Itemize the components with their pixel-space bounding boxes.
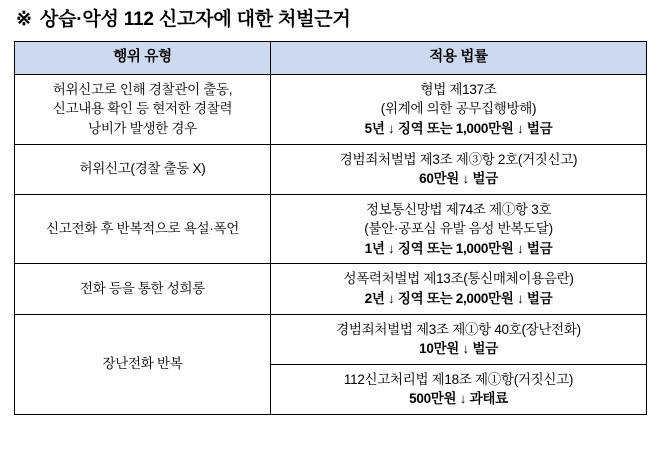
- page-title: [16, 10, 646, 31]
- table-header-row: [15, 41, 647, 74]
- cell-applicable-law: [271, 194, 647, 264]
- law-line: 경범죄처벌법 제3조 제③항 2호(거짓신고): [339, 151, 578, 167]
- cell-act-type: [15, 314, 271, 414]
- law-line: 성폭력처벌법 제13조(통신매체이용음란): [343, 271, 574, 287]
- cell-act-type: [15, 144, 271, 194]
- law-line: (불안·공포심 유발 음성 반복도달): [364, 221, 553, 237]
- cell-act-type: [15, 264, 271, 314]
- cell-act-type: [15, 194, 271, 264]
- law-line: 경범죄처벌법 제3조 제①항 40호(장난전화): [336, 321, 581, 337]
- penalty-line: 10만원 ↓ 벌금: [419, 341, 498, 357]
- table-body: [15, 74, 647, 414]
- penalty-line: 2년 ↓ 징역 또는 2,000만원 ↓ 벌금: [364, 290, 553, 306]
- act-line: 허위신고로 인해 경찰관이 출동,: [52, 81, 233, 97]
- column-header-applicable-law: 적용 법률: [271, 41, 647, 74]
- act-line: 장난전화 반복: [102, 356, 183, 372]
- table-row: [15, 194, 647, 264]
- table-row: [15, 264, 647, 314]
- table-row: [15, 74, 647, 144]
- page-title-text: 상습·악성 112 신고자에 대한 처벌근거: [39, 9, 351, 30]
- title-bullet-mark: ※: [16, 9, 32, 30]
- act-line: 신고전화 후 반복적으로 욕설·폭언: [46, 221, 239, 237]
- column-header-act-type: 행위 유형: [15, 41, 271, 74]
- act-line: 전화 등을 통한 성희롱: [79, 281, 206, 297]
- cell-applicable-law: [271, 364, 647, 414]
- cell-applicable-law: [271, 264, 647, 314]
- penalty-line: 60만원 ↓ 벌금: [419, 171, 498, 187]
- table-row: [15, 314, 647, 364]
- table-header: [15, 41, 647, 74]
- act-line: 허위신고(경찰 출동 X): [79, 161, 206, 177]
- table-row: [15, 144, 647, 194]
- cell-applicable-law: [271, 314, 647, 364]
- law-line: 112신고처리법 제18조 제①항(거짓신고): [343, 371, 574, 387]
- law-line: (위계에 의한 공무집행방해): [380, 101, 537, 117]
- penalty-line: 500만원 ↓ 과태료: [409, 391, 508, 407]
- cell-applicable-law: [271, 74, 647, 144]
- cell-applicable-law: [271, 144, 647, 194]
- penalty-line: 1년 ↓ 징역 또는 1,000만원 ↓ 벌금: [364, 240, 553, 256]
- law-line: 형법 제137조: [420, 81, 497, 97]
- law-line: 정보통신망법 제74조 제①항 3호: [365, 201, 552, 217]
- penalty-line: 5년 ↓ 징역 또는 1,000만원 ↓ 벌금: [364, 121, 553, 137]
- cell-act-type: [15, 74, 271, 144]
- act-line: 신고내용 확인 등 현저한 경찰력: [52, 101, 233, 117]
- penalty-table: [14, 41, 647, 415]
- act-line: 낭비가 발생한 경우: [88, 121, 197, 137]
